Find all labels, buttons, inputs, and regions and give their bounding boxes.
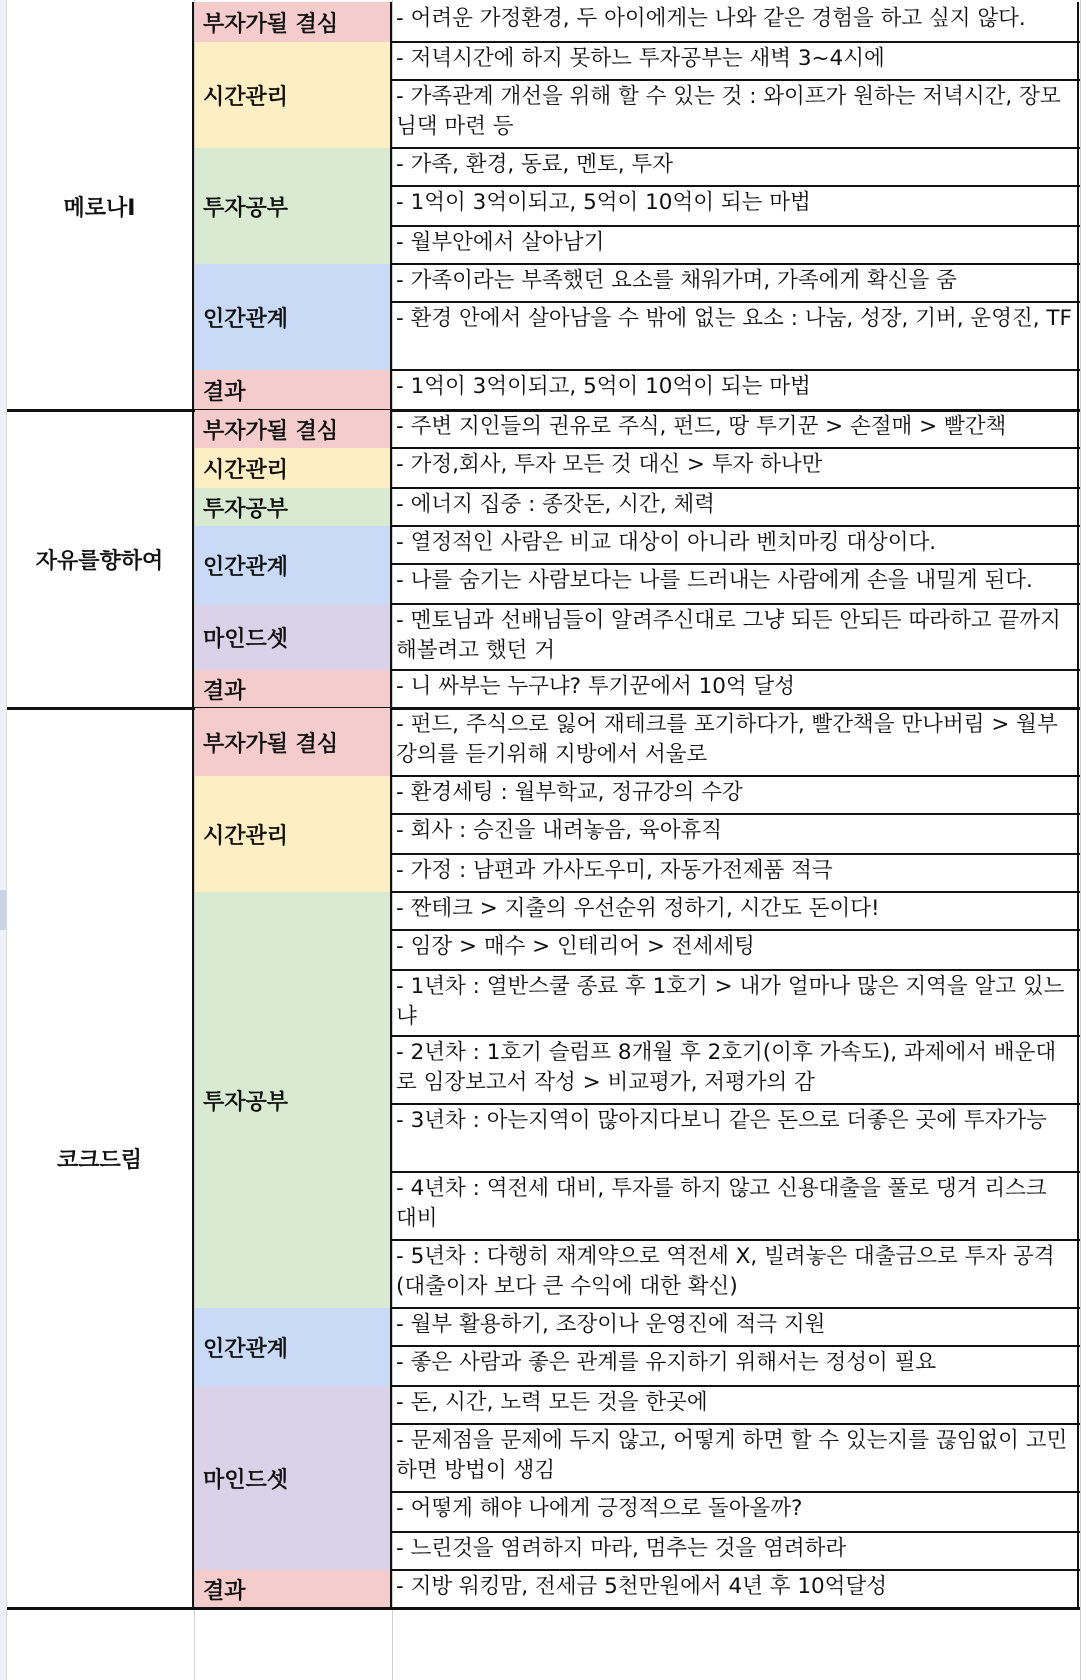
content-cell[interactable]: - 월부 활용하기, 조장이나 운영진에 적극 지원	[393, 1308, 1079, 1346]
content-cell[interactable]: - 환경세팅 : 월부학교, 정규강의 수강	[393, 776, 1079, 814]
content-cell[interactable]: - 니 싸부는 누구냐? 투기꾼에서 10억 달성	[393, 670, 1079, 708]
content-cell[interactable]: - 월부안에서 살아남기	[393, 226, 1079, 264]
content-cell[interactable]: - 가정 : 남편과 가사도우미, 자동가전제품 적극	[393, 854, 1079, 892]
content-cell[interactable]: - 가족, 환경, 동료, 멘토, 투자	[393, 148, 1079, 186]
category-cell[interactable]: 결과	[195, 670, 392, 708]
content-cell[interactable]: - 어떻게 해야 나에게 긍정적으로 돌아올까?	[393, 1492, 1079, 1532]
group-name-cell[interactable]: 메로나I	[7, 2, 194, 410]
category-cell[interactable]: 부자가될 결심	[195, 2, 392, 42]
content-cell[interactable]: - 좋은 사람과 좋은 관계를 유지하기 위해서는 정성이 필요	[393, 1346, 1079, 1386]
column-divider	[1080, 0, 1081, 1680]
content-cell[interactable]: - 돈, 시간, 노력 모든 것을 한곳에	[393, 1386, 1079, 1424]
content-cell[interactable]: - 4년차 : 역전세 대비, 투자를 하지 않고 신용대출을 풀로 댕겨 리스크 대비	[393, 1172, 1079, 1240]
content-cell[interactable]: - 2년차 : 1호기 슬럼프 8개월 후 2호기(이후 가속도), 과제에서 배운대로 임장보고서 작성 > 비교평가, 저평가의 감	[393, 1036, 1079, 1104]
content-cell[interactable]: - 3년차 : 아는지역이 많아지다보니 같은 돈으로 더좋은 곳에 투자가능	[393, 1104, 1079, 1172]
category-cell[interactable]: 마인드셋	[195, 1386, 392, 1570]
content-cell[interactable]: - 문제점을 문제에 두지 않고, 어떻게 하면 할 수 있는지를 끊임없이 고민하면 방법이 생김	[393, 1424, 1079, 1492]
row-header-gutter[interactable]	[0, 0, 7, 1680]
category-cell[interactable]: 부자가될 결심	[195, 410, 392, 448]
category-cell[interactable]: 시간관리	[195, 42, 392, 148]
content-cell[interactable]: - 임장 > 매수 > 인테리어 > 전세세팅	[393, 930, 1079, 970]
content-cell[interactable]: - 가족관계 개선을 위해 할 수 있는 것 : 와이프가 원하는 저녁시간, 장모님댁 마련 등	[393, 80, 1079, 148]
content-cell[interactable]: - 펀드, 주식으로 잃어 재테크를 포기하다가, 빨간책을 만나버림 > 월부 강의를 듣기위해 지방에서 서울로	[393, 708, 1079, 776]
content-cell[interactable]: - 어려운 가정환경, 두 아이에게는 나와 같은 경험을 하고 싶지 않다.	[393, 2, 1079, 42]
group-name-cell[interactable]: 코크드림	[7, 708, 194, 1608]
content-cell[interactable]: - 느린것을 염려하지 마라, 멈추는 것을 염려하라	[393, 1532, 1079, 1570]
content-cell[interactable]: - 1억이 3억이되고, 5억이 10억이 되는 마법	[393, 370, 1079, 410]
content-cell[interactable]: - 1억이 3억이되고, 5억이 10억이 되는 마법	[393, 186, 1079, 226]
content-cell[interactable]: - 지방 워킹맘, 전세금 5천만원에서 4년 후 10억달성	[393, 1570, 1079, 1608]
content-cell[interactable]: - 열정적인 사람은 비교 대상이 아니라 벤치마킹 대상이다.	[393, 526, 1079, 564]
content-cell[interactable]: - 환경 안에서 살아남을 수 밖에 없는 요소 : 나눔, 성장, 기버, 운영진, TF	[393, 302, 1079, 370]
group-border	[7, 1607, 1080, 1610]
category-cell[interactable]: 인간관계	[195, 1308, 392, 1386]
content-cell[interactable]: - 저녁시간에 하지 못하느 투자공부는 새벽 3~4시에	[393, 42, 1079, 80]
content-cell[interactable]: - 가족이라는 부족했던 요소를 채워가며, 가족에게 확신을 줌	[393, 264, 1079, 302]
content-cell[interactable]: - 멘토님과 선배님들이 알려주신대로 그냥 되든 안되든 따라하고 끝까지 해볼려고 했던 거	[393, 604, 1079, 670]
row-header-selection	[0, 890, 6, 930]
content-cell[interactable]: - 1년차 : 열반스쿨 종료 후 1호기 > 내가 얼마나 많은 지역을 알고 있느냐	[393, 970, 1079, 1036]
content-cell[interactable]: - 에너지 집중 : 종잣돈, 시간, 체력	[393, 488, 1079, 526]
category-cell[interactable]: 마인드셋	[195, 604, 392, 670]
content-cell[interactable]: - 나를 숨기는 사람보다는 나를 드러내는 사람에게 손을 내밀게 된다.	[393, 564, 1079, 604]
category-cell[interactable]: 결과	[195, 1570, 392, 1608]
group-name-cell[interactable]: 자유를향하여	[7, 410, 194, 708]
category-cell[interactable]: 투자공부	[195, 488, 392, 526]
category-cell[interactable]: 시간관리	[195, 776, 392, 892]
category-cell[interactable]: 시간관리	[195, 448, 392, 488]
category-cell[interactable]: 결과	[195, 370, 392, 410]
category-cell[interactable]: 인간관계	[195, 526, 392, 604]
content-cell[interactable]: - 짠테크 > 지출의 우선순위 정하기, 시간도 돈이다!	[393, 892, 1079, 930]
content-cell[interactable]: - 5년차 : 다행히 재계약으로 역전세 X, 빌려놓은 대출금으로 투자 공격(대출이자 보다 큰 수익에 대한 확신)	[393, 1240, 1079, 1308]
category-cell[interactable]: 인간관계	[195, 264, 392, 370]
content-cell[interactable]: - 주변 지인들의 권유로 주식, 펀드, 땅 투기꾼 > 손절매 > 빨간책	[393, 410, 1079, 448]
category-cell[interactable]: 투자공부	[195, 148, 392, 264]
category-cell[interactable]: 부자가될 결심	[195, 708, 392, 776]
content-cell[interactable]: - 가정,회사, 투자 모든 것 대신 > 투자 하나만	[393, 448, 1079, 488]
content-cell[interactable]: - 회사 : 승진을 내려놓음, 육아휴직	[393, 814, 1079, 854]
category-cell[interactable]: 투자공부	[195, 892, 392, 1308]
